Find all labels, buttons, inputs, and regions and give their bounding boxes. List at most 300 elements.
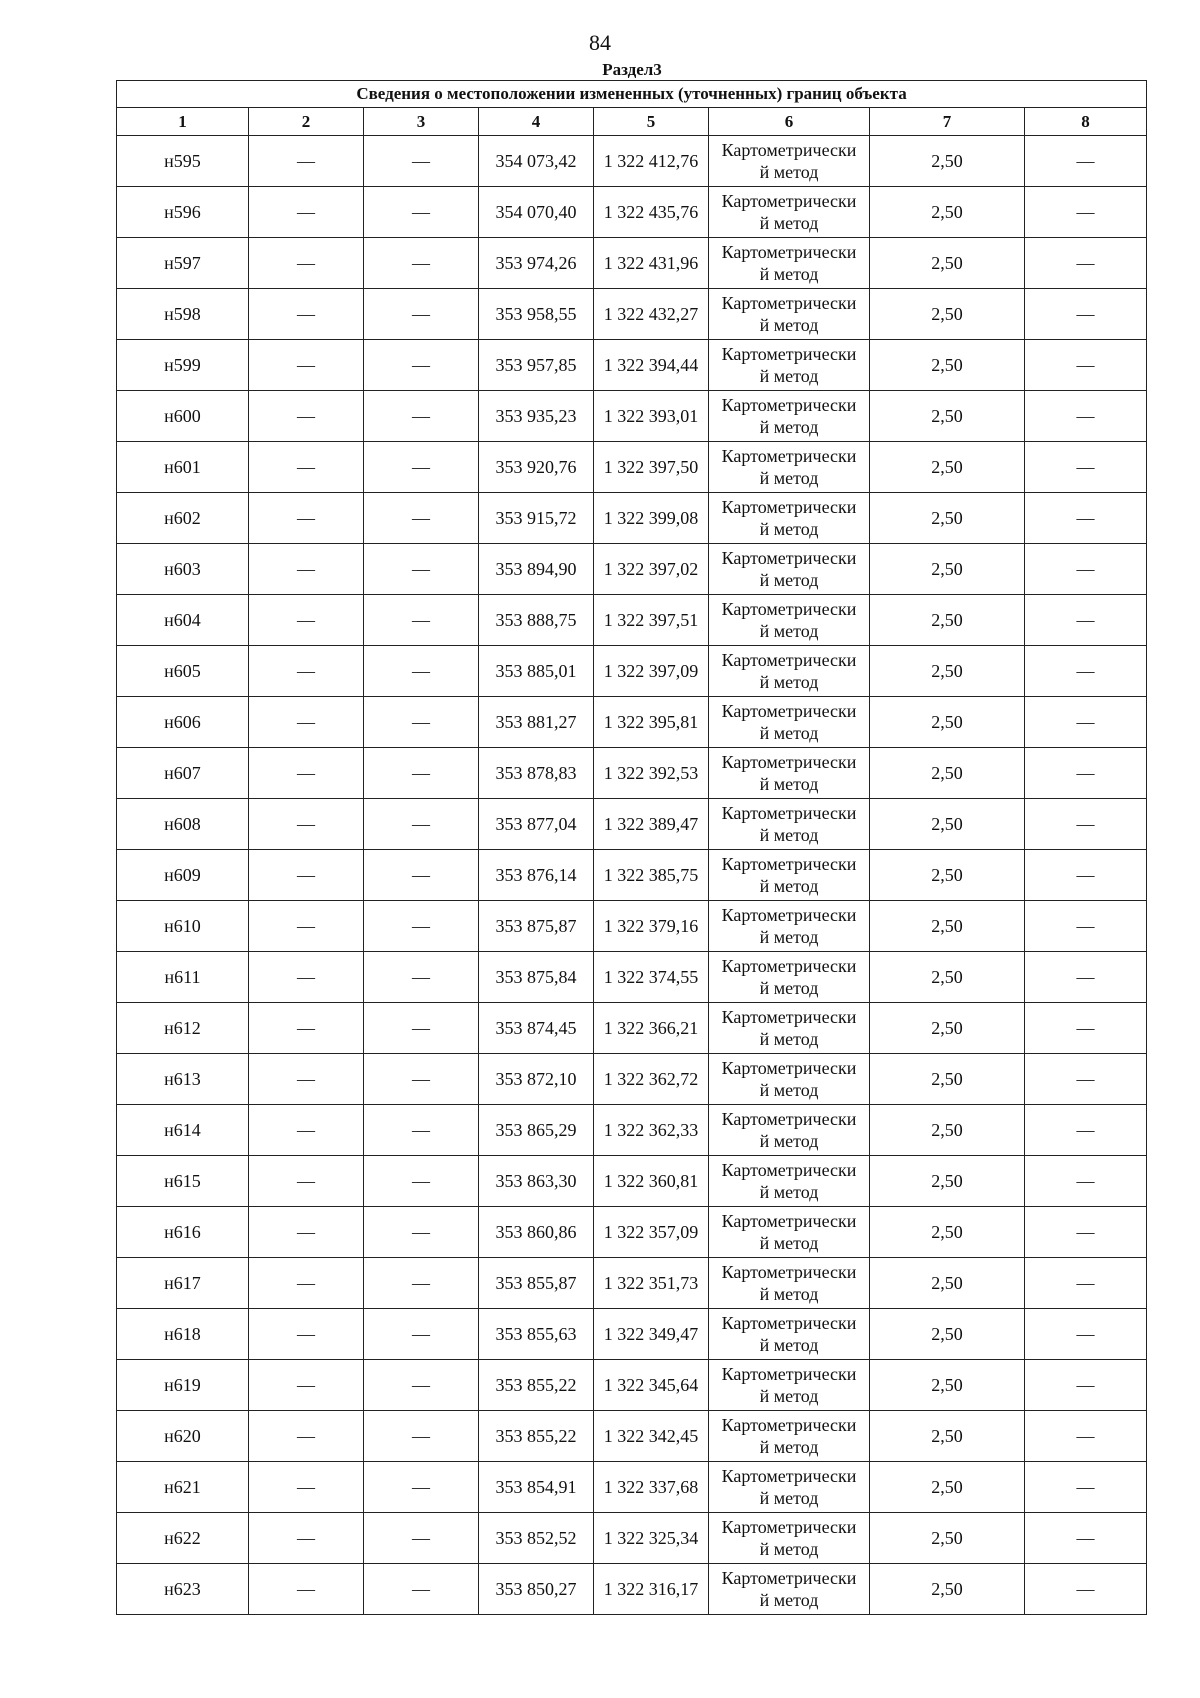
method-text-line-1: Картометрически (721, 1568, 857, 1588)
x-coordinate-cell: 353 855,63 (479, 1309, 594, 1360)
precision-cell: 2,50 (870, 340, 1025, 391)
col2-cell: — (249, 1462, 364, 1513)
col8-cell: — (1025, 1462, 1147, 1513)
precision-cell: 2,50 (870, 1513, 1025, 1564)
col2-cell: — (249, 493, 364, 544)
method-text-line-1: Картометрически (721, 1262, 857, 1282)
method-text-line-2: й метод (759, 162, 819, 182)
point-id-cell: н619 (117, 1360, 249, 1411)
method-cell (709, 1207, 870, 1258)
method-cell (709, 595, 870, 646)
method-text-line-1: Картометрически (721, 1517, 857, 1537)
col2-cell: — (249, 1258, 364, 1309)
col2-cell: — (249, 442, 364, 493)
col3-cell: — (364, 1513, 479, 1564)
col2-cell: — (249, 646, 364, 697)
point-id-cell: н623 (117, 1564, 249, 1615)
precision-cell: 2,50 (870, 1207, 1025, 1258)
method-text-line-1: Картометрически (721, 1415, 857, 1435)
point-id-cell: н600 (117, 391, 249, 442)
table-row (117, 187, 1147, 238)
table-row (117, 1309, 1147, 1360)
col8-cell: — (1025, 901, 1147, 952)
point-id-cell: н599 (117, 340, 249, 391)
col3-cell: — (364, 1411, 479, 1462)
y-coordinate-cell: 1 322 351,73 (594, 1258, 709, 1309)
x-coordinate-cell: 353 863,30 (479, 1156, 594, 1207)
precision-cell: 2,50 (870, 1105, 1025, 1156)
y-coordinate-cell: 1 322 397,50 (594, 442, 709, 493)
method-text-line-2: й метод (759, 1182, 819, 1202)
method-text-line-1: Картометрически (721, 191, 857, 211)
table-row (117, 1360, 1147, 1411)
table-row (117, 289, 1147, 340)
col2-cell: — (249, 1156, 364, 1207)
method-cell (709, 391, 870, 442)
y-coordinate-cell: 1 322 389,47 (594, 799, 709, 850)
method-text-line-2: й метод (759, 1539, 819, 1559)
y-coordinate-cell: 1 322 325,34 (594, 1513, 709, 1564)
coordinates-table (116, 80, 1147, 1615)
method-cell (709, 1156, 870, 1207)
col8-cell: — (1025, 1411, 1147, 1462)
col8-cell: — (1025, 952, 1147, 1003)
method-cell (709, 238, 870, 289)
method-text-line-2: й метод (759, 417, 819, 437)
method-cell (709, 697, 870, 748)
point-id-cell: н598 (117, 289, 249, 340)
y-coordinate-cell: 1 322 345,64 (594, 1360, 709, 1411)
method-text-line-2: й метод (759, 1131, 819, 1151)
x-coordinate-cell: 353 958,55 (479, 289, 594, 340)
method-text-line-1: Картометрически (721, 497, 857, 517)
precision-cell: 2,50 (870, 595, 1025, 646)
x-coordinate-cell: 353 878,83 (479, 748, 594, 799)
col2-cell: — (249, 187, 364, 238)
col2-cell: — (249, 1360, 364, 1411)
y-coordinate-cell: 1 322 366,21 (594, 1003, 709, 1054)
method-text-line-2: й метод (759, 213, 819, 233)
x-coordinate-cell: 353 855,22 (479, 1360, 594, 1411)
col8-cell: — (1025, 1513, 1147, 1564)
col3-cell: — (364, 391, 479, 442)
column-number-row (117, 108, 1147, 136)
method-cell (709, 340, 870, 391)
col2-cell: — (249, 1309, 364, 1360)
method-cell (709, 187, 870, 238)
method-text-line-1: Картометрически (721, 1313, 857, 1333)
method-cell (709, 952, 870, 1003)
precision-cell: 2,50 (870, 1258, 1025, 1309)
col2-cell: — (249, 391, 364, 442)
x-coordinate-cell: 353 850,27 (479, 1564, 594, 1615)
method-text-line-2: й метод (759, 1437, 819, 1457)
x-coordinate-cell: 353 915,72 (479, 493, 594, 544)
y-coordinate-cell: 1 322 431,96 (594, 238, 709, 289)
table-row (117, 901, 1147, 952)
y-coordinate-cell: 1 322 337,68 (594, 1462, 709, 1513)
method-cell (709, 1054, 870, 1105)
point-id-cell: н609 (117, 850, 249, 901)
col8-cell: — (1025, 493, 1147, 544)
col2-cell: — (249, 1054, 364, 1105)
precision-cell: 2,50 (870, 850, 1025, 901)
precision-cell: 2,50 (870, 1564, 1025, 1615)
table-caption-row (117, 81, 1147, 108)
point-id-cell: н597 (117, 238, 249, 289)
precision-cell: 2,50 (870, 952, 1025, 1003)
method-text-line-2: й метод (759, 315, 819, 335)
x-coordinate-cell: 354 070,40 (479, 187, 594, 238)
y-coordinate-cell: 1 322 316,17 (594, 1564, 709, 1615)
col8-cell: — (1025, 595, 1147, 646)
method-text-line-2: й метод (759, 825, 819, 845)
method-text-line-2: й метод (759, 1233, 819, 1253)
method-text-line-1: Картометрически (721, 650, 857, 670)
table-row (117, 1054, 1147, 1105)
method-text-line-1: Картометрически (721, 140, 857, 160)
col8-cell: — (1025, 1564, 1147, 1615)
point-id-cell: н615 (117, 1156, 249, 1207)
col2-cell: — (249, 1564, 364, 1615)
method-text-line-1: Картометрически (721, 446, 857, 466)
col8-cell: — (1025, 1105, 1147, 1156)
table-row (117, 442, 1147, 493)
col2-cell: — (249, 799, 364, 850)
y-coordinate-cell: 1 322 399,08 (594, 493, 709, 544)
col8-cell: — (1025, 1360, 1147, 1411)
column-header: 6 (709, 108, 870, 136)
col8-cell: — (1025, 1258, 1147, 1309)
method-cell (709, 799, 870, 850)
x-coordinate-cell: 353 854,91 (479, 1462, 594, 1513)
method-text-line-2: й метод (759, 1590, 819, 1610)
col8-cell: — (1025, 1003, 1147, 1054)
col3-cell: — (364, 1462, 479, 1513)
method-cell (709, 1564, 870, 1615)
table-row (117, 850, 1147, 901)
precision-cell: 2,50 (870, 289, 1025, 340)
col8-cell: — (1025, 340, 1147, 391)
table-row (117, 799, 1147, 850)
method-text-line-1: Картометрически (721, 1007, 857, 1027)
method-cell (709, 748, 870, 799)
precision-cell: 2,50 (870, 697, 1025, 748)
method-cell (709, 1003, 870, 1054)
method-text-line-2: й метод (759, 570, 819, 590)
col8-cell: — (1025, 289, 1147, 340)
col2-cell: — (249, 238, 364, 289)
precision-cell: 2,50 (870, 901, 1025, 952)
y-coordinate-cell: 1 322 374,55 (594, 952, 709, 1003)
y-coordinate-cell: 1 322 395,81 (594, 697, 709, 748)
table-row (117, 1003, 1147, 1054)
table-row (117, 340, 1147, 391)
col8-cell: — (1025, 1156, 1147, 1207)
col3-cell: — (364, 136, 479, 187)
point-id-cell: н611 (117, 952, 249, 1003)
method-cell (709, 1309, 870, 1360)
method-cell (709, 1360, 870, 1411)
y-coordinate-cell: 1 322 385,75 (594, 850, 709, 901)
method-cell (709, 1513, 870, 1564)
col3-cell: — (364, 850, 479, 901)
x-coordinate-cell: 353 894,90 (479, 544, 594, 595)
y-coordinate-cell: 1 322 362,33 (594, 1105, 709, 1156)
method-text-line-2: й метод (759, 978, 819, 998)
method-text-line-1: Картометрически (721, 1466, 857, 1486)
point-id-cell: н605 (117, 646, 249, 697)
y-coordinate-cell: 1 322 397,02 (594, 544, 709, 595)
method-text-line-2: й метод (759, 366, 819, 386)
col2-cell: — (249, 697, 364, 748)
method-text-line-2: й метод (759, 1386, 819, 1406)
col3-cell: — (364, 748, 479, 799)
col2-cell: — (249, 1003, 364, 1054)
table-row (117, 1462, 1147, 1513)
precision-cell: 2,50 (870, 646, 1025, 697)
method-text-line-1: Картометрически (721, 701, 857, 721)
col2-cell: — (249, 340, 364, 391)
method-text-line-1: Картометрически (721, 1211, 857, 1231)
column-header: 5 (594, 108, 709, 136)
method-cell (709, 1105, 870, 1156)
y-coordinate-cell: 1 322 360,81 (594, 1156, 709, 1207)
table-row (117, 1156, 1147, 1207)
col3-cell: — (364, 1003, 479, 1054)
col3-cell: — (364, 646, 479, 697)
method-text-line-1: Картометрически (721, 854, 857, 874)
table-row (117, 1564, 1147, 1615)
table-row (117, 136, 1147, 187)
y-coordinate-cell: 1 322 349,47 (594, 1309, 709, 1360)
x-coordinate-cell: 353 881,27 (479, 697, 594, 748)
method-text-line-1: Картометрически (721, 1364, 857, 1384)
method-text-line-1: Картометрически (721, 956, 857, 976)
col3-cell: — (364, 1156, 479, 1207)
point-id-cell: н607 (117, 748, 249, 799)
point-id-cell: н612 (117, 1003, 249, 1054)
precision-cell: 2,50 (870, 493, 1025, 544)
x-coordinate-cell: 353 876,14 (479, 850, 594, 901)
col3-cell: — (364, 442, 479, 493)
point-id-cell: н617 (117, 1258, 249, 1309)
table-row (117, 391, 1147, 442)
method-text-line-2: й метод (759, 723, 819, 743)
section-title: Раздел3 (602, 60, 662, 79)
x-coordinate-cell: 353 875,84 (479, 952, 594, 1003)
precision-cell: 2,50 (870, 442, 1025, 493)
method-cell (709, 1411, 870, 1462)
y-coordinate-cell: 1 322 362,72 (594, 1054, 709, 1105)
col2-cell: — (249, 1105, 364, 1156)
method-text-line-1: Картометрически (721, 599, 857, 619)
method-text-line-2: й метод (759, 1284, 819, 1304)
point-id-cell: н595 (117, 136, 249, 187)
y-coordinate-cell: 1 322 392,53 (594, 748, 709, 799)
table-row (117, 697, 1147, 748)
col3-cell: — (364, 238, 479, 289)
precision-cell: 2,50 (870, 1360, 1025, 1411)
precision-cell: 2,50 (870, 1309, 1025, 1360)
x-coordinate-cell: 353 957,85 (479, 340, 594, 391)
col3-cell: — (364, 187, 479, 238)
point-id-cell: н602 (117, 493, 249, 544)
method-text-line-1: Картометрически (721, 293, 857, 313)
table-row (117, 748, 1147, 799)
page-number: 84 (589, 30, 611, 55)
table-caption: Сведения о местоположении измененных (уточненных) границ объекта (117, 81, 1147, 108)
method-cell (709, 289, 870, 340)
col3-cell: — (364, 544, 479, 595)
col8-cell: — (1025, 187, 1147, 238)
x-coordinate-cell: 353 888,75 (479, 595, 594, 646)
point-id-cell: н608 (117, 799, 249, 850)
method-text-line-1: Картометрически (721, 344, 857, 364)
method-text-line-1: Картометрически (721, 905, 857, 925)
method-text-line-2: й метод (759, 1335, 819, 1355)
column-header: 8 (1025, 108, 1147, 136)
col2-cell: — (249, 289, 364, 340)
method-text-line-2: й метод (759, 1488, 819, 1508)
point-id-cell: н610 (117, 901, 249, 952)
precision-cell: 2,50 (870, 136, 1025, 187)
method-cell (709, 901, 870, 952)
col2-cell: — (249, 1207, 364, 1258)
y-coordinate-cell: 1 322 342,45 (594, 1411, 709, 1462)
method-text-line-2: й метод (759, 876, 819, 896)
method-text-line-1: Картометрически (721, 1109, 857, 1129)
point-id-cell: н613 (117, 1054, 249, 1105)
col2-cell: — (249, 901, 364, 952)
method-text-line-1: Картометрически (721, 1160, 857, 1180)
column-header: 3 (364, 108, 479, 136)
col3-cell: — (364, 1258, 479, 1309)
col3-cell: — (364, 595, 479, 646)
precision-cell: 2,50 (870, 799, 1025, 850)
point-id-cell: н620 (117, 1411, 249, 1462)
col8-cell: — (1025, 850, 1147, 901)
point-id-cell: н603 (117, 544, 249, 595)
col3-cell: — (364, 1564, 479, 1615)
precision-cell: 2,50 (870, 1054, 1025, 1105)
method-text-line-2: й метод (759, 468, 819, 488)
table-row (117, 646, 1147, 697)
col8-cell: — (1025, 748, 1147, 799)
table-row (117, 544, 1147, 595)
col3-cell: — (364, 901, 479, 952)
x-coordinate-cell: 353 920,76 (479, 442, 594, 493)
x-coordinate-cell: 354 073,42 (479, 136, 594, 187)
col2-cell: — (249, 136, 364, 187)
col3-cell: — (364, 1054, 479, 1105)
point-id-cell: н616 (117, 1207, 249, 1258)
method-cell (709, 646, 870, 697)
table-row (117, 1513, 1147, 1564)
method-text-line-2: й метод (759, 1029, 819, 1049)
point-id-cell: н614 (117, 1105, 249, 1156)
table-row (117, 1411, 1147, 1462)
col2-cell: — (249, 544, 364, 595)
column-header: 2 (249, 108, 364, 136)
y-coordinate-cell: 1 322 379,16 (594, 901, 709, 952)
column-header: 4 (479, 108, 594, 136)
precision-cell: 2,50 (870, 1462, 1025, 1513)
point-id-cell: н601 (117, 442, 249, 493)
y-coordinate-cell: 1 322 397,51 (594, 595, 709, 646)
precision-cell: 2,50 (870, 187, 1025, 238)
col3-cell: — (364, 1309, 479, 1360)
y-coordinate-cell: 1 322 357,09 (594, 1207, 709, 1258)
col3-cell: — (364, 289, 479, 340)
col3-cell: — (364, 493, 479, 544)
method-cell (709, 442, 870, 493)
table-row (117, 595, 1147, 646)
col3-cell: — (364, 1360, 479, 1411)
col3-cell: — (364, 1207, 479, 1258)
col2-cell: — (249, 748, 364, 799)
col2-cell: — (249, 850, 364, 901)
method-cell (709, 1258, 870, 1309)
point-id-cell: н596 (117, 187, 249, 238)
column-header: 7 (870, 108, 1025, 136)
table-row (117, 493, 1147, 544)
col8-cell: — (1025, 442, 1147, 493)
method-text-line-2: й метод (759, 774, 819, 794)
col8-cell: — (1025, 1207, 1147, 1258)
y-coordinate-cell: 1 322 412,76 (594, 136, 709, 187)
x-coordinate-cell: 353 974,26 (479, 238, 594, 289)
method-cell (709, 544, 870, 595)
col2-cell: — (249, 595, 364, 646)
table-row (117, 952, 1147, 1003)
col2-cell: — (249, 1513, 364, 1564)
y-coordinate-cell: 1 322 394,44 (594, 340, 709, 391)
method-text-line-2: й метод (759, 621, 819, 641)
point-id-cell: н604 (117, 595, 249, 646)
col3-cell: — (364, 952, 479, 1003)
precision-cell: 2,50 (870, 544, 1025, 595)
x-coordinate-cell: 353 865,29 (479, 1105, 594, 1156)
table-row (117, 1258, 1147, 1309)
col2-cell: — (249, 1411, 364, 1462)
x-coordinate-cell: 353 855,22 (479, 1411, 594, 1462)
col8-cell: — (1025, 238, 1147, 289)
col8-cell: — (1025, 1309, 1147, 1360)
x-coordinate-cell: 353 860,86 (479, 1207, 594, 1258)
y-coordinate-cell: 1 322 435,76 (594, 187, 709, 238)
col8-cell: — (1025, 1054, 1147, 1105)
point-id-cell: н622 (117, 1513, 249, 1564)
y-coordinate-cell: 1 322 432,27 (594, 289, 709, 340)
table-row (117, 1105, 1147, 1156)
col2-cell: — (249, 952, 364, 1003)
col3-cell: — (364, 1105, 479, 1156)
method-text-line-1: Картометрически (721, 752, 857, 772)
x-coordinate-cell: 353 852,52 (479, 1513, 594, 1564)
col3-cell: — (364, 799, 479, 850)
y-coordinate-cell: 1 322 393,01 (594, 391, 709, 442)
point-id-cell: н618 (117, 1309, 249, 1360)
table-row (117, 1207, 1147, 1258)
precision-cell: 2,50 (870, 391, 1025, 442)
col8-cell: — (1025, 391, 1147, 442)
method-text-line-1: Картометрически (721, 242, 857, 262)
point-id-cell: н606 (117, 697, 249, 748)
table-row (117, 238, 1147, 289)
precision-cell: 2,50 (870, 1411, 1025, 1462)
x-coordinate-cell: 353 885,01 (479, 646, 594, 697)
